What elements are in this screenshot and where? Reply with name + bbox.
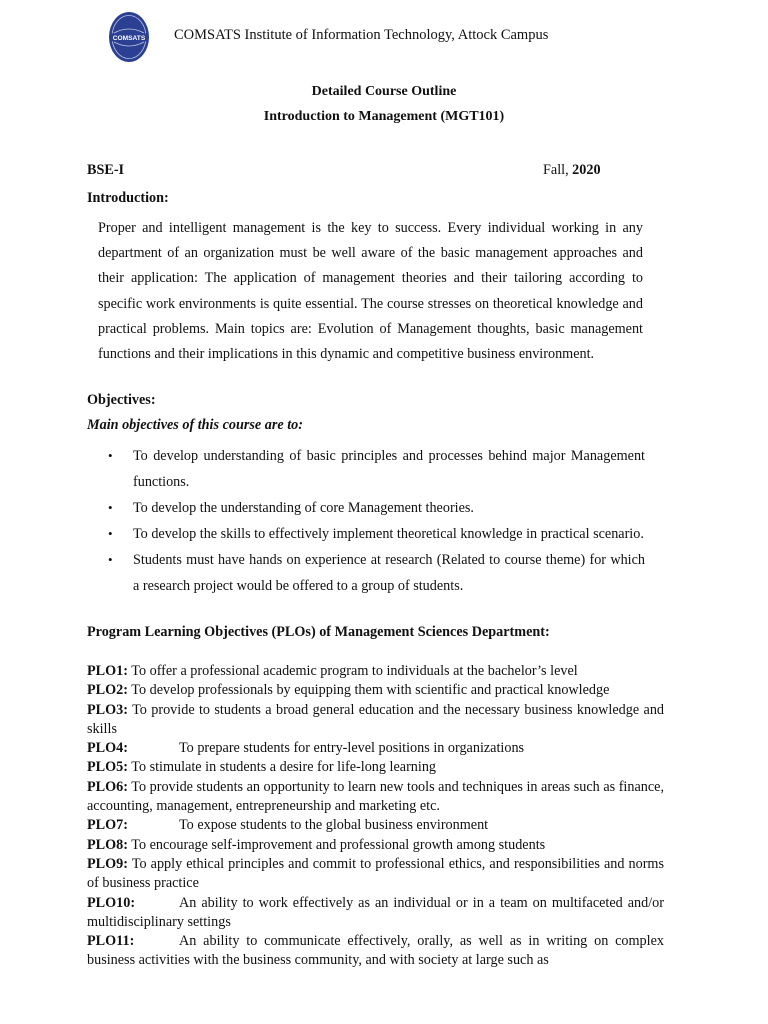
list-item [108, 495, 645, 521]
list-item [108, 443, 645, 495]
objectives-list [108, 443, 645, 599]
plo-item [87, 701, 664, 740]
bullet-icon: • [108, 552, 113, 567]
plo-item [87, 894, 664, 933]
plo-code: PLO9: [87, 855, 128, 872]
term-label [543, 162, 601, 179]
plo-text: An ability to communicate effectively, orally, as well as in writing on complex business activities with the business community, and with society at large such as [87, 933, 664, 969]
plo-text: To expose students to the global business environment [179, 817, 489, 834]
plo-text: To apply ethical principles and commit to professional ethics, and responsibilities and norms of business practice [87, 855, 664, 892]
institute-name: COMSATS Institute of Information Technology, Attock Campus [174, 27, 549, 43]
plo-text: To offer a professional academic program to individuals at the bachelor’s level [131, 663, 578, 679]
bullet-icon: • [108, 526, 113, 541]
plo-item [87, 932, 664, 971]
objective-text: To develop the understanding of core Management theories. [133, 500, 474, 516]
logo-text: COMSATS [112, 35, 146, 42]
bullet-icon: • [108, 500, 113, 515]
objectives-heading: Objectives: [87, 392, 156, 408]
plo-text: To provide to students a broad general education and the necessary business knowledge and skills [87, 701, 665, 737]
introduction-heading: Introduction: [87, 190, 169, 206]
plo-text: To stimulate in students a desire for life-long learning [131, 759, 437, 776]
plo-heading: Program Learning Objectives (PLOs) of Management Sciences Department: [87, 624, 550, 640]
plo-code: PLO6: [87, 778, 128, 795]
plo-text: An ability to work effectively as an individual or in a team on multifaceted and/or multidisciplinary settings [87, 894, 664, 930]
objective-text: To develop the skills to effectively implement theoretical knowledge in practical scenario. [133, 526, 644, 542]
plo-code: PLO11: [87, 933, 135, 950]
plo-item [87, 778, 664, 817]
objective-text: Students must have hands on experience at research (Related to course theme) for which a research project would be offered to a group of students. [133, 552, 645, 594]
plo-item [87, 816, 664, 835]
plo-code: PLO10: [87, 894, 136, 911]
course-title: Introduction to Management (MGT101) [263, 109, 505, 124]
plo-code: PLO8: [87, 836, 128, 853]
plo-item [87, 662, 664, 681]
plo-item [87, 739, 664, 758]
plo-code: PLO7: [87, 817, 128, 834]
list-item [108, 547, 645, 599]
objective-text: To develop understanding of basic principles and processes behind major Management functions. [133, 448, 645, 490]
plo-item [87, 855, 664, 894]
plo-code: PLO1: [87, 663, 128, 679]
document-title: Detailed Course Outline [311, 84, 457, 99]
plo-code: PLO2: [87, 682, 128, 699]
plo-item [87, 836, 664, 855]
plo-text: To prepare students for entry-level positions in organizations [179, 740, 525, 757]
plo-item [87, 758, 664, 777]
term-season: Fall, [543, 162, 573, 178]
bullet-icon: • [108, 448, 113, 463]
introduction-text: Proper and intelligent management is the key to success. Every individual working in any department of an organization must be well aware of the basic management approaches and their application: The application of management theories and their tailoring according to specific work environments is quite essential. The course stresses on theoretical knowledge and practical problems. Main topics are: Evolution of Management thoughts, basic management functions and their implications in this dynamic and competitive business environment. [98, 220, 643, 363]
plo-code: PLO5: [87, 759, 128, 776]
plo-code: PLO3: [87, 701, 128, 718]
plo-code: PLO4: [87, 740, 128, 757]
term-year: 2020 [572, 162, 601, 178]
plo-text: To develop professionals by equipping them with scientific and practical knowledge [131, 682, 610, 699]
plo-list [87, 662, 664, 971]
plo-item [87, 681, 664, 700]
comsats-logo [108, 11, 150, 63]
plo-text: To provide students an opportunity to learn new tools and techniques in areas such as finance, accounting, management, entrepreneurship and marketing etc. [87, 778, 664, 815]
program-label: BSE-I [87, 162, 125, 178]
objectives-subheading: Main objectives of this course are to: [87, 417, 303, 433]
plo-text: To encourage self-improvement and professional growth among students [131, 836, 546, 853]
list-item [108, 521, 645, 547]
